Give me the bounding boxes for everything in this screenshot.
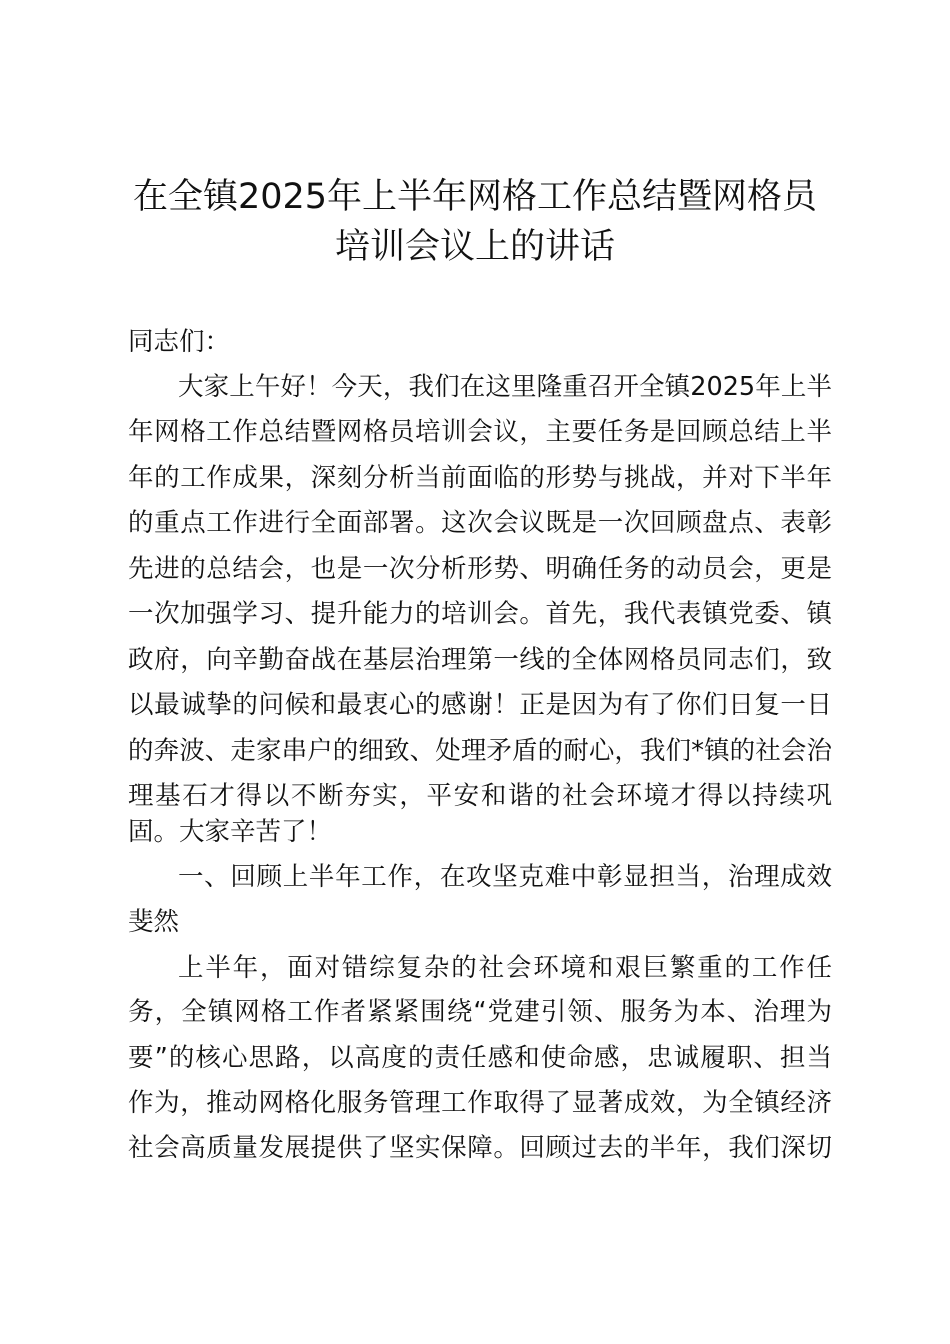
paragraph-line: 上半年，面对错综复杂的社会环境和艰巨繁重的工作任 <box>178 953 832 983</box>
paragraph-line: 以最诚挚的问候和最衷心的感谢！正是因为有了你们日复一日 <box>128 690 832 720</box>
paragraph-line: 一次加强学习、提升能力的培训会。首先，我代表镇党委、镇 <box>128 599 832 629</box>
paragraph-line: 的重点工作进行全面部署。这次会议既是一次回顾盘点、表彰 <box>128 508 832 538</box>
document-title-line-2: 培训会议上的讲话 <box>334 227 615 267</box>
document-title-line-1: 在全镇2025年上半年网格工作总结暨网格员 <box>132 177 818 217</box>
paragraph-line: 理基石才得以不断夯实，平安和谐的社会环境才得以持续巩 <box>128 781 832 811</box>
paragraph-line: 的奔波、走家串户的细致、处理矛盾的耐心，我们*镇的社会治 <box>128 736 832 766</box>
paragraph-line: 大家上午好！今天，我们在这里隆重召开全镇2025年上半 <box>178 372 832 402</box>
paragraph-line: 要”的核心思路，以高度的责任感和使命感，忠诚履职、担当 <box>128 1043 832 1073</box>
section-heading-line: 斐然 <box>128 907 180 937</box>
paragraph-line: 务，全镇网格工作者紧紧围绕“党建引领、服务为本、治理为 <box>128 997 832 1027</box>
paragraph-line: 年的工作成果，深刻分析当前面临的形势与挑战，并对下半年 <box>128 463 832 493</box>
paragraph-line: 作为，推动网格化服务管理工作取得了显著成效，为全镇经济 <box>128 1088 832 1118</box>
paragraph-line: 社会高质量发展提供了坚实保障。回顾过去的半年，我们深切 <box>128 1133 832 1163</box>
paragraph-line: 政府，向辛勤奋战在基层治理第一线的全体网格员同志们，致 <box>128 645 832 675</box>
paragraph-line: 固。大家辛苦了！ <box>128 817 333 847</box>
salutation: 同志们： <box>128 327 231 357</box>
paragraph-line: 先进的总结会，也是一次分析形势、明确任务的动员会，更是 <box>128 554 832 584</box>
paragraph-line: 年网格工作总结暨网格员培训会议，主要任务是回顾总结上半 <box>128 417 832 447</box>
section-heading-line: 一、回顾上半年工作，在攻坚克难中彰显担当，治理成效 <box>178 862 832 892</box>
